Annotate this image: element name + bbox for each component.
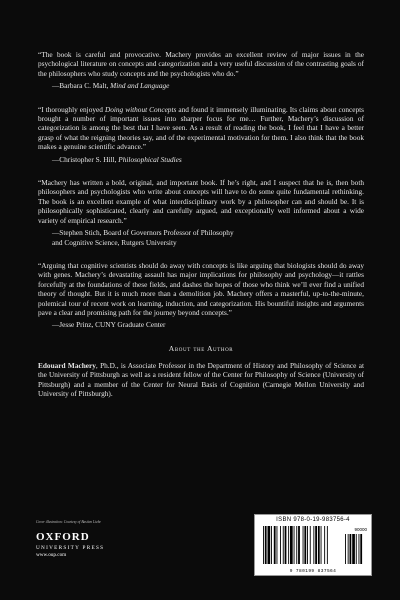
- blurb-attribution: —Jesse Prinz, CUNY Graduate Center: [52, 320, 166, 330]
- price-code: 90000: [354, 527, 367, 532]
- attribution-line: and Cognitive Science, Rutgers University: [52, 237, 177, 247]
- publisher-logo: [36, 532, 106, 558]
- isbn-barcode: [254, 514, 372, 576]
- blurb-text: [38, 105, 364, 152]
- blurb-malt: [38, 50, 364, 91]
- blurb-body: and found it immensely illuminating. Its claims about concepts brought a number of important issues into sharper focus for me… Further, Machery’s discussion of categorization is among the best that I have seen. As a result of reading the book, I feel that I have a better grasp of what the reigning theories say, and of the experimental motivation for them. I also think that the book makes a genuine scientific advance.”: [38, 104, 364, 152]
- attribution-line: —Stephen Stich, Board of Governors Professor of Philosophy: [52, 228, 234, 238]
- publisher-subtitle: UNIVERSITY PRESS: [36, 545, 105, 551]
- author-bio: [38, 361, 364, 399]
- blurb-text: “The book is careful and provocative. Machery provides an excellent review of major issues in the psychological literature on concepts and categorization and a very useful discussion of the contrasting goals of the philosophers who study concepts and the psychologists who do.”: [38, 50, 364, 78]
- attribution-name: —Christopher S. Hill,: [52, 154, 119, 164]
- barcode-bars: [261, 526, 365, 564]
- blurb-hill: [38, 105, 364, 164]
- author-name: Edouard Machery: [38, 360, 96, 370]
- cover-credit: Cover illustration: Courtesy of Bastien Liebe: [36, 520, 101, 524]
- blurb-text: “Arguing that cognitive scientists should do away with concepts is like arguing that biologists should do away with genes. Machery’s devastating assault has major implications for philosophy and psychology—it rattles forcefully at the foundations of these fields, and dashes the hopes of those who think we’ll ever find a unified theory of thought. But it is much more than a demolition job. Machery offers a masterful, up-to-the-minute, polemical tour of recent work on learning, induction, and categorization. His bountiful insights and arguments pave a clear and promising path for the journey beyond concepts.”: [38, 260, 364, 317]
- isbn-number: ISBN 978-0-19-983756-4: [276, 517, 350, 523]
- blurb-attribution: [52, 155, 364, 164]
- back-cover-text: [38, 50, 364, 398]
- attribution-name: —Barbara C. Malt,: [52, 81, 111, 91]
- blurb-stich: [38, 178, 364, 247]
- blurb-text: “Machery has written a bold, original, and important book. If he’s right, and I suspect that he is, then both philosophers and psychologists who write about concepts will have to do some quite fundamental rethinking. The book is an excellent example of what interdisciplinary work by a philosopher can and should be. It is philosophically sophisticated, clearly and carefully argued, and exceptionally well informed about a wide variety of empirical research.”: [38, 178, 364, 225]
- blurb-lead: “I thoroughly enjoyed: [38, 104, 105, 114]
- publisher-url: www.oup.com: [36, 552, 67, 558]
- barcode-number: 9 780199 837564: [289, 569, 337, 574]
- blurb-prinz: [38, 261, 364, 330]
- attribution-source: Mind and Language: [110, 81, 170, 91]
- about-author-heading: About the Author: [168, 343, 234, 353]
- attribution-source: Philosophical Studies: [118, 154, 182, 164]
- publisher-name: OXFORD: [36, 531, 90, 543]
- book-title: Doing without Concepts: [104, 104, 177, 114]
- author-bio-text: , Ph.D., is Associate Professor in the Department of History and Philosophy of Science at the University of Pittsburgh as well as a resident fellow of the Center for Philosophy of Science (University of Pittsburgh) and a member of the Center for Neural Basis of Cognition (Carnegie Mellon University and University of Pittsburgh).: [38, 360, 364, 398]
- blurb-attribution: [52, 228, 364, 247]
- blurb-attribution: [52, 81, 364, 90]
